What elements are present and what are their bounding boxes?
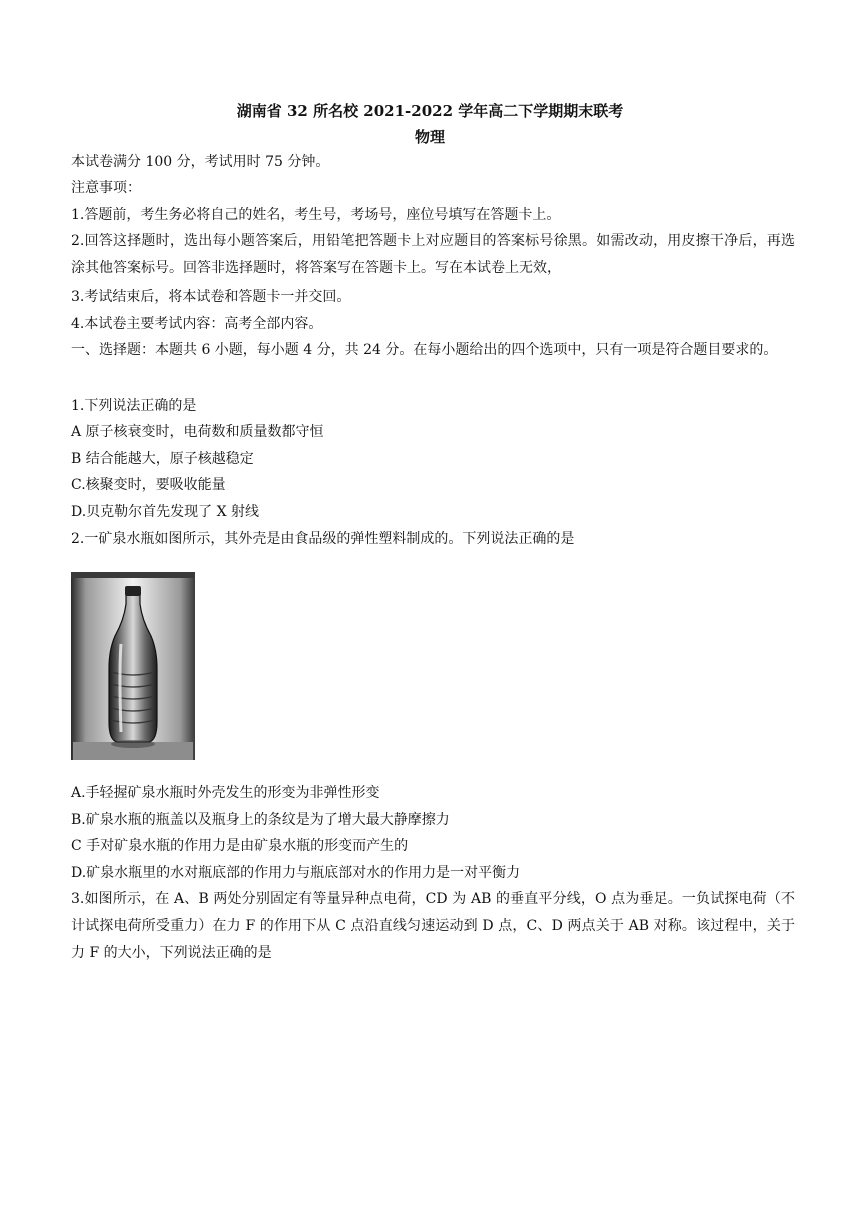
question-2-option-d: D.矿泉水瓶里的水对瓶底部的作用力与瓶底部对水的作用力是一对平衡力 (71, 865, 521, 881)
note-4: 4.本试卷主要考试内容：高考全部内容。 (71, 316, 323, 332)
subject-title: 物理 (414, 128, 445, 146)
exam-title: 湖南省 32 所名校 2021-2022 学年高二下学期期末联考 (236, 102, 624, 120)
question-2-option-c: C 手对矿泉水瓶的作用力是由矿泉水瓶的形变而产生的 (71, 838, 409, 854)
exam-info: 本试卷满分 100 分，考试用时 75 分钟。 (71, 154, 330, 170)
question-2-option-b: B.矿泉水瓶的瓶盖以及瓶身上的条纹是为了增大最大静摩擦力 (71, 812, 450, 828)
question-3-stem: 3.如图所示，在 A、B 两处分别固定有等量异种点电荷，CD 为 AB 的垂直平分线，O 点为垂足。一负试探电荷（不计试探电荷所受重力）在力 F 的作用下从 C 点沿直线匀速运动到 D 点，C、D 两点关于 AB 对称。该过程中，关于力 F 的大小，下列说法正确的是 (71, 891, 795, 961)
note-3: 3.考试结束后，将本试卷和答题卡一并交回。 (71, 289, 351, 305)
section-heading: 一、选择题：本题共 6 小题，每小题 4 分，共 24 分。在每小题给出的四个选项中，只有一项是符合题目要求的。 (71, 342, 778, 358)
question-2-option-a: A.手轻握矿泉水瓶时外壳发生的形变为非弹性形变 (71, 785, 380, 801)
note-2: 2.回答这择题时，选出每小题答案后，用铅笔把答题卡上对应题目的答案标号徐黑。如需改动，用皮擦干净后，再选涂其他答案标号。回答非选择题时，将答案写在答题卡上。写在本试卷上无效， (71, 233, 795, 276)
notes-heading: 注意事项： (71, 180, 141, 196)
water-bottle-photo (71, 572, 195, 760)
question-1-stem: 1.下列说法正确的是 (71, 398, 197, 414)
question-1-option-b: B 结合能越大，原子核越稳定 (71, 451, 254, 467)
question-2-stem: 2.一矿泉水瓶如图所示，其外壳是由食品级的弹性塑料制成的。下列说法正确的是 (71, 531, 575, 547)
question-1-option-d: D.贝克勒尔首先发现了 X 射线 (71, 504, 260, 520)
question-1-option-c: C.核聚变时，要吸收能量 (71, 477, 226, 493)
note-1: 1.答题前，考生务必将自己的姓名，考生号，考场号，座位号填写在答题卡上。 (71, 207, 561, 223)
question-1-option-a: A 原子核衰变时，电荷数和质量数都守恒 (71, 424, 324, 440)
